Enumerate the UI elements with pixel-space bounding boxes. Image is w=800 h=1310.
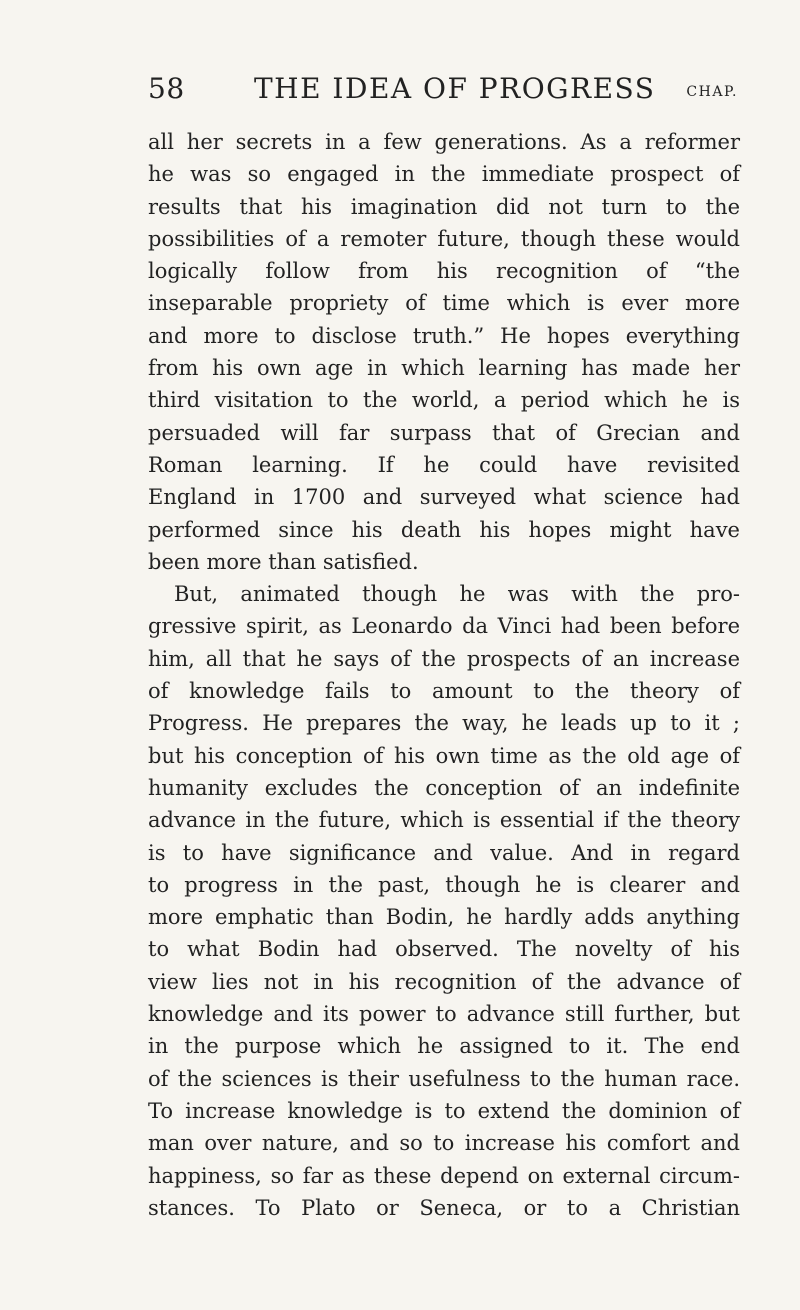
text-line: from his own age in which learning has made her	[148, 356, 740, 381]
text-line: to what Bodin had observed. The novelty of his	[148, 937, 740, 962]
text-line: England in 1700 and surveyed what science had	[148, 485, 740, 510]
text-line: stances. To Plato or Seneca, or to a Christian	[148, 1195, 740, 1220]
text-line: But, animated though he was with the pro-	[174, 582, 740, 607]
text-line: to progress in the past, though he is clearer and	[148, 872, 740, 897]
text-line: results that his imagination did not turn to the	[148, 194, 740, 219]
text-line: advance in the future, which is essential if the theory	[148, 808, 740, 833]
text-line: more emphatic than Bodin, he hardly adds anything	[148, 905, 740, 930]
text-line: persuaded will far surpass that of Grecian and	[148, 420, 740, 445]
chapter-label: CHAP.	[686, 84, 738, 100]
page-header	[148, 72, 738, 112]
text-line: inseparable propriety of time which is ever more	[148, 291, 740, 316]
text-line: humanity excludes the conception of an indefinite	[148, 775, 740, 800]
text-line: Progress. He prepares the way, he leads up to it ;	[148, 711, 740, 736]
text-line: of the sciences is their usefulness to the human race.	[148, 1066, 740, 1091]
text-line: happiness, so far as these depend on external circum-	[148, 1163, 740, 1188]
text-line: all her secrets in a few generations. As a reformer	[148, 130, 740, 154]
text-line: third visitation to the world, a period which he is	[148, 388, 740, 413]
text-line: and more to disclose truth.” He hopes everything	[148, 323, 740, 348]
body-text	[148, 126, 740, 1224]
text-line: been more than satisfied.	[148, 549, 419, 574]
text-line: but his conception of his own time as the old age of	[148, 743, 740, 768]
text-line: of knowledge fails to amount to the theory of	[148, 679, 740, 704]
text-line: logically follow from his recognition of “the	[148, 259, 740, 284]
text-line: gressive spirit, as Leonardo da Vinci had been before	[148, 614, 740, 639]
text-line: him, all that he says of the prospects of an increase	[148, 646, 740, 671]
text-line: view lies not in his recognition of the advance of	[148, 969, 740, 994]
text-line: he was so engaged in the immediate prospect of	[148, 162, 740, 187]
text-line: in the purpose which he assigned to it. The end	[148, 1034, 740, 1059]
text-line: Roman learning. If he could have revisited	[148, 452, 740, 477]
text-line: knowledge and its power to advance still further, but	[148, 1002, 740, 1027]
text-line: To increase knowledge is to extend the dominion of	[148, 1098, 740, 1123]
text-line: possibilities of a remoter future, though these would	[148, 226, 740, 251]
text-line: man over nature, and so to increase his comfort and	[148, 1131, 740, 1156]
running-title: THE IDEA OF PROGRESS	[254, 72, 656, 105]
text-line: is to have significance and value. And in regard	[148, 840, 740, 865]
page-number: 58	[148, 72, 185, 105]
text-line: performed since his death his hopes might have	[148, 517, 740, 542]
